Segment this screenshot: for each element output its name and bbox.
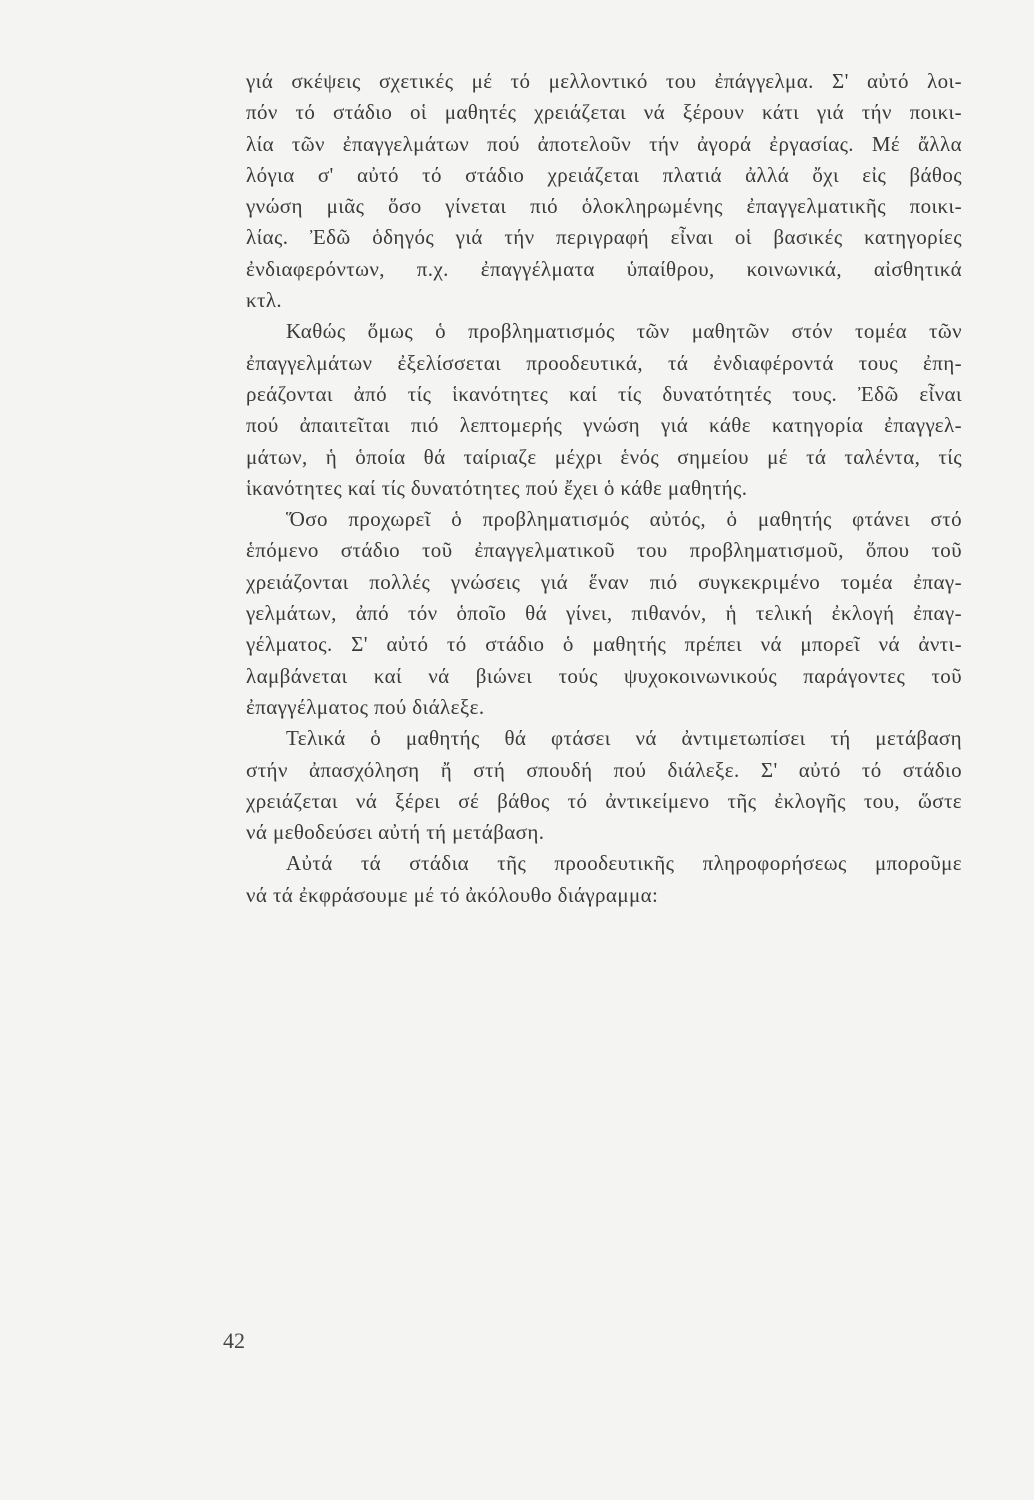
text-line: Τελικά ὁ μαθητής θά φτάσει νά ἀντιμετωπίσει τή μετάβαση — [286, 726, 962, 751]
text-line: ρεάζονται ἀπό τίς ἱκανότητες καί τίς δυνατότητές τους. Ἐδῶ εἶναι — [246, 381, 962, 406]
text-line: λόγια σ' αὐτό τό στάδιο χρειάζεται πλατιά ἀλλά ὄχι εἰς βάθος — [246, 162, 962, 187]
text-line: ἐπαγγελμάτων ἐξελίσσεται προοδευτικά, τά ἐνδιαφέροντά τους ἐπη- — [246, 350, 962, 375]
text-line: στήν ἀπασχόληση ἤ στή σπουδή πού διάλεξε. Σ' αὐτό τό στάδιο — [246, 757, 962, 782]
text-line: γέλματος. Σ' αὐτό τό στάδιο ὁ μαθητής πρέπει νά μπορεῖ νά ἀντι- — [246, 632, 962, 657]
text-line: γιά σκέψεις σχετικές μέ τό μελλοντικό του ἐπάγγελμα. Σ' αὐτό λοι- — [246, 69, 962, 93]
text-line: πόν τό στάδιο οἱ μαθητές χρειάζεται νά ξέρουν κάτι γιά τήν ποικι- — [246, 100, 962, 125]
text-line: κτλ. — [246, 288, 283, 313]
text-line: γνώση μιᾶς ὅσο γίνεται πιό ὁλοκληρωμένης ἐπαγγελματικῆς ποικι- — [246, 194, 962, 219]
text-line: ἐνδιαφερόντων, π.χ. ἐπαγγέλματα ὑπαίθρου, κοινωνικά, αἰσθητικά — [246, 256, 962, 281]
text-line: ἑπόμενο στάδιο τοῦ ἐπαγγελματικοῦ του προβληματισμοῦ, ὅπου τοῦ — [246, 538, 962, 563]
text-line: Ὅσο προχωρεῖ ὁ προβληματισμός αὐτός, ὁ μαθητής φτάνει στό — [286, 507, 962, 532]
text-line: ἱκανότητες καί τίς δυνατότητες πού ἔχει ὁ κάθε μαθητής. — [246, 475, 748, 500]
text-line: λαμβάνεται καί νά βιώνει τούς ψυχοκοινωνικούς παράγοντες τοῦ — [246, 663, 962, 688]
text-line: χρειάζονται πολλές γνώσεις γιά ἕναν πιό συγκεκριμένο τομέα ἐπαγ- — [246, 569, 962, 594]
text-line: Αὐτά τά στάδια τῆς προοδευτικῆς πληροφορήσεως μποροῦμε — [286, 851, 962, 876]
text-line: μάτων, ἡ ὁποία θά ταίριαζε μέχρι ἑνός σημείου μέ τά ταλέντα, τίς — [246, 444, 962, 469]
text-line: Καθώς ὅμως ὁ προβληματισμός τῶν μαθητῶν στόν τομέα τῶν — [286, 319, 962, 344]
page-number: 42 — [223, 1328, 245, 1353]
text-line: γελμάτων, ἀπό τόν ὁποῖο θά γίνει, πιθανόν, ἡ τελική ἐκλογή ἐπαγ- — [246, 601, 962, 626]
text-line: νά μεθοδεύσει αὐτή τή μετάβαση. — [246, 820, 545, 845]
text-line: ἐπαγγέλματος πού διάλεξε. — [246, 694, 485, 719]
text-line: λία τῶν ἐπαγγελμάτων πού ἀποτελοῦν τήν ἀγορά ἐργασίας. Μέ ἄλλα — [246, 131, 962, 156]
body-text — [246, 66, 962, 911]
text-line: χρειάζεται νά ξέρει σέ βάθος τό ἀντικείμενο τῆς ἐκλογῆς του, ὥστε — [246, 788, 962, 813]
text-line: λίας. Ἐδῶ ὁδηγός γιά τήν περιγραφή εἶναι οἱ βασικές κατηγορίες — [246, 225, 962, 250]
text-line: νά τά ἐκφράσουμε μέ τό ἀκόλουθο διάγραμμα: — [246, 882, 659, 907]
text-line: πού ἀπαιτεῖται πιό λεπτομερής γνώση γιά κάθε κατηγορία ἐπαγγελ- — [246, 413, 962, 438]
